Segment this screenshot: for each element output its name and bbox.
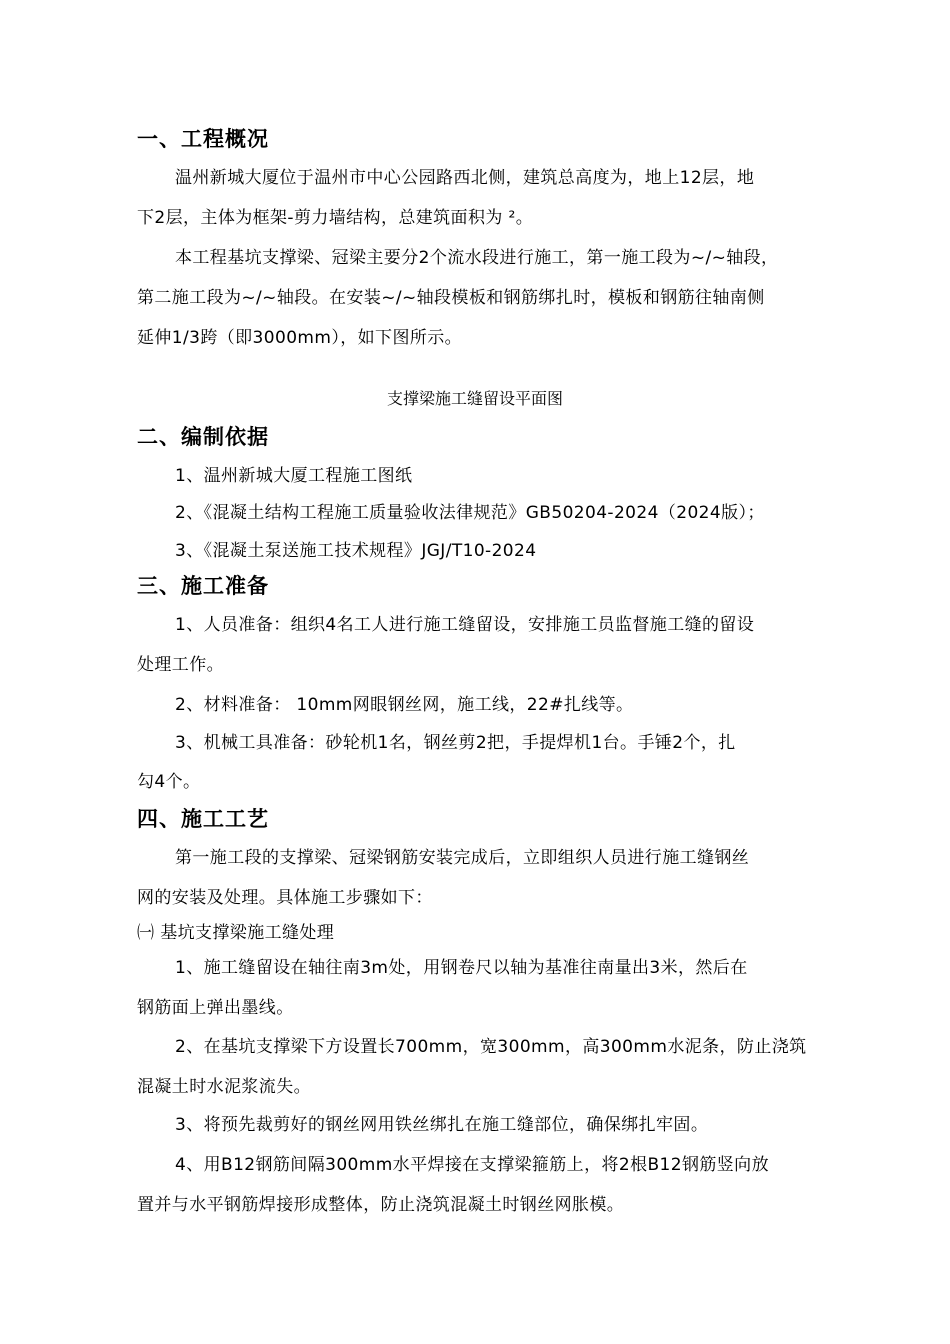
list-item: 2、材料准备： 10mm网眼钢丝网，施工线，22#扎线等。 [175,695,634,715]
section-heading-basis: 二、编制依据 [137,425,269,449]
paragraph-line: 温州新城大厦位于温州市中心公园路西北侧，建筑总高度为，地上12层，地 [175,168,755,188]
list-item-continuation: 置并与水平钢筋焊接形成整体，防止浇筑混凝土时钢丝网胀模。 [137,1195,625,1215]
section-heading-overview: 一、工程概况 [137,127,269,151]
list-item: 3、机械工具准备：砂轮机1名，钢丝剪2把，手提焊机1台。手锤2个，扎 [175,733,736,753]
section-heading-preparation: 三、施工准备 [137,574,269,598]
list-item: 3、将预先裁剪好的钢丝网用铁丝绑扎在施工缝部位，确保绑扎牢固。 [175,1115,709,1135]
list-item: 3、《混凝土泵送施工技术规程》JGJ/T10-2024 [175,541,537,561]
list-item-continuation: 钢筋面上弹出墨线。 [137,998,294,1018]
paragraph-line: 本工程基坑支撑梁、冠梁主要分2个流水段进行施工，第一施工段为~/~轴段， [175,248,779,268]
list-item-continuation: 混凝土时水泥浆流失。 [137,1077,311,1097]
subsection-heading: ㈠ 基坑支撑梁施工缝处理 [137,923,335,943]
list-item: 2、在基坑支撑梁下方设置长700mm，宽300mm，高300mm水泥条，防止浇筑 [175,1037,807,1057]
list-item: 4、用B12钢筋间隔300mm水平焊接在支撑梁箍筋上，将2根B12钢筋竖向放 [175,1155,769,1175]
list-item: 2、《混凝土结构工程施工质量验收法律规范》GB50204-2024（2024版）； [175,503,765,523]
paragraph-line: 网的安装及处理。具体施工步骤如下： [137,888,433,908]
paragraph-line: 下2层，主体为框架-剪力墙结构，总建筑面积为 ²。 [137,208,534,228]
paragraph-line: 第二施工段为~/~轴段。在安装~/~轴段模板和钢筋绑扎时，模板和钢筋往轴南侧 [137,288,765,308]
paragraph-line: 第一施工段的支撑梁、冠梁钢筋安装完成后，立即组织人员进行施工缝钢丝 [175,848,750,868]
list-item: 1、人员准备：组织4名工人进行施工缝留设，安排施工员监督施工缝的留设 [175,615,755,635]
list-item: 1、施工缝留设在轴往南3m处，用钢卷尺以轴为基准往南量出3米，然后在 [175,958,748,978]
list-item-continuation: 处理工作。 [137,655,224,675]
section-heading-process: 四、施工工艺 [137,807,269,831]
figure-caption: 支撑梁施工缝留设平面图 [386,389,563,408]
list-item: 1、温州新城大厦工程施工图纸 [175,466,413,486]
paragraph-line: 延伸1/3跨（即3000mm），如下图所示。 [137,328,463,348]
list-item-continuation: 勾4个。 [137,772,201,792]
